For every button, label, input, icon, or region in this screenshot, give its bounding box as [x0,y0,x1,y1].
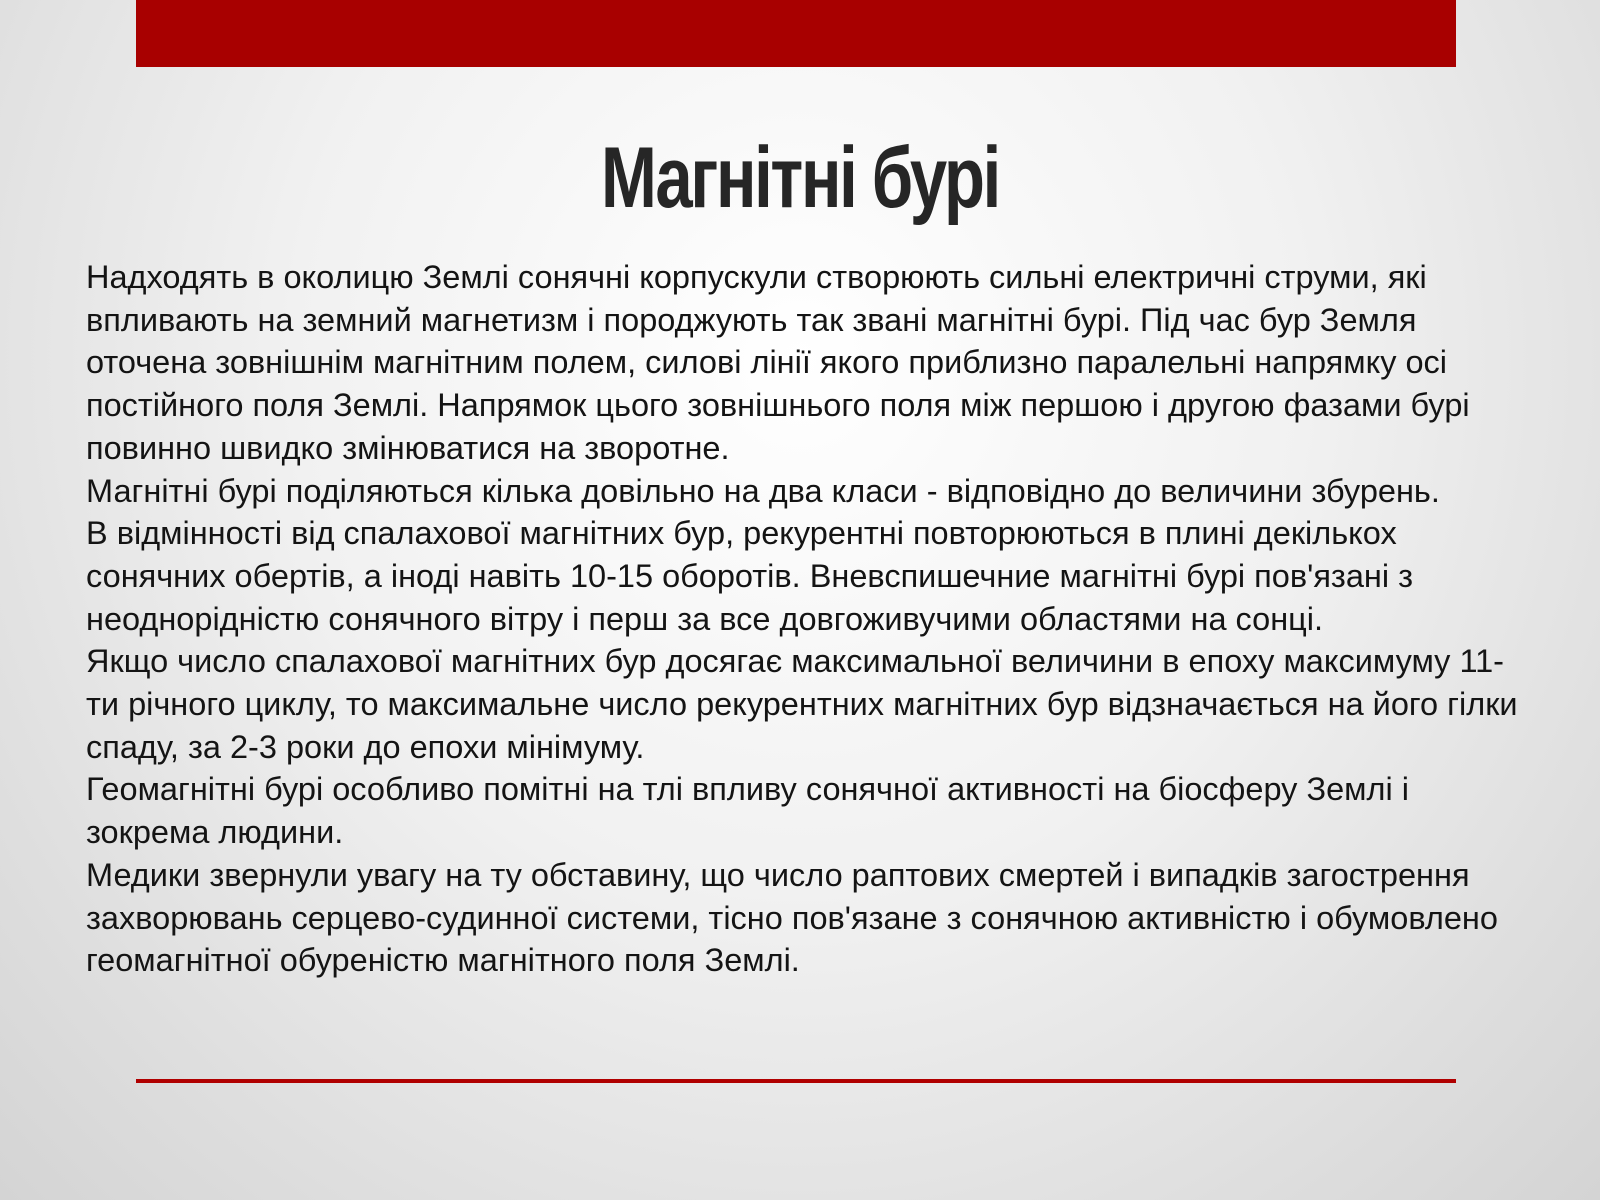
body-paragraph: Магнітні бурі поділяються кілька довільно на два класи - відповідно до величини збурень. [86,472,1440,509]
slide-body [86,256,1526,982]
slide-title: Магнітні бурі [601,130,999,226]
top-accent-banner [136,0,1456,67]
body-paragraph: Медики звернули увагу на ту обставину, що число раптових смертей і випадків загострення захворювань серцево-судинної системи, тісно пов'язане з сонячною активністю і обумовлено геомагнітної обуреністю магнітного поля Землі. [86,856,1498,979]
body-paragraph: В відмінності від спалахової магнітних бур, рекурентні повторюються в плині декількох сонячних обертів, а іноді навіть 10-15 оборотів. Вневспишечние магнітні бурі пов'язані з неоднорідністю сонячного вітру і перш за все довгоживучими областями на сонці. [86,515,1413,637]
body-paragraph: Надходять в околицю Землі сонячні корпускули створюють сильні електричні струми, які впливають на земний магнетизм і породжують так звані магнітні бурі. Під час бур Земля оточена зовнішнім магнітним полем, силові лінії якого приблизно паралельні напрямку осі постійного поля Землі. Напрямок цього зовнішнього поля між першою і другою фазами бурі повинно швидко змінюватися на зворотне. [86,259,1470,466]
body-paragraph: Геомагнітні бурі особливо помітні на тлі впливу сонячної активності на біосферу Землі і зокрема людини. [86,771,1409,851]
body-paragraph: Якщо число спалахової магнітних бур досягає максимальної величини в епоху максимуму 11-ти річного циклу, то максимальне число рекурентних магнітних бур відзначається на його гілки спаду, за 2-3 роки до епохи мінімуму. [86,643,1518,765]
bottom-divider [136,1079,1456,1083]
